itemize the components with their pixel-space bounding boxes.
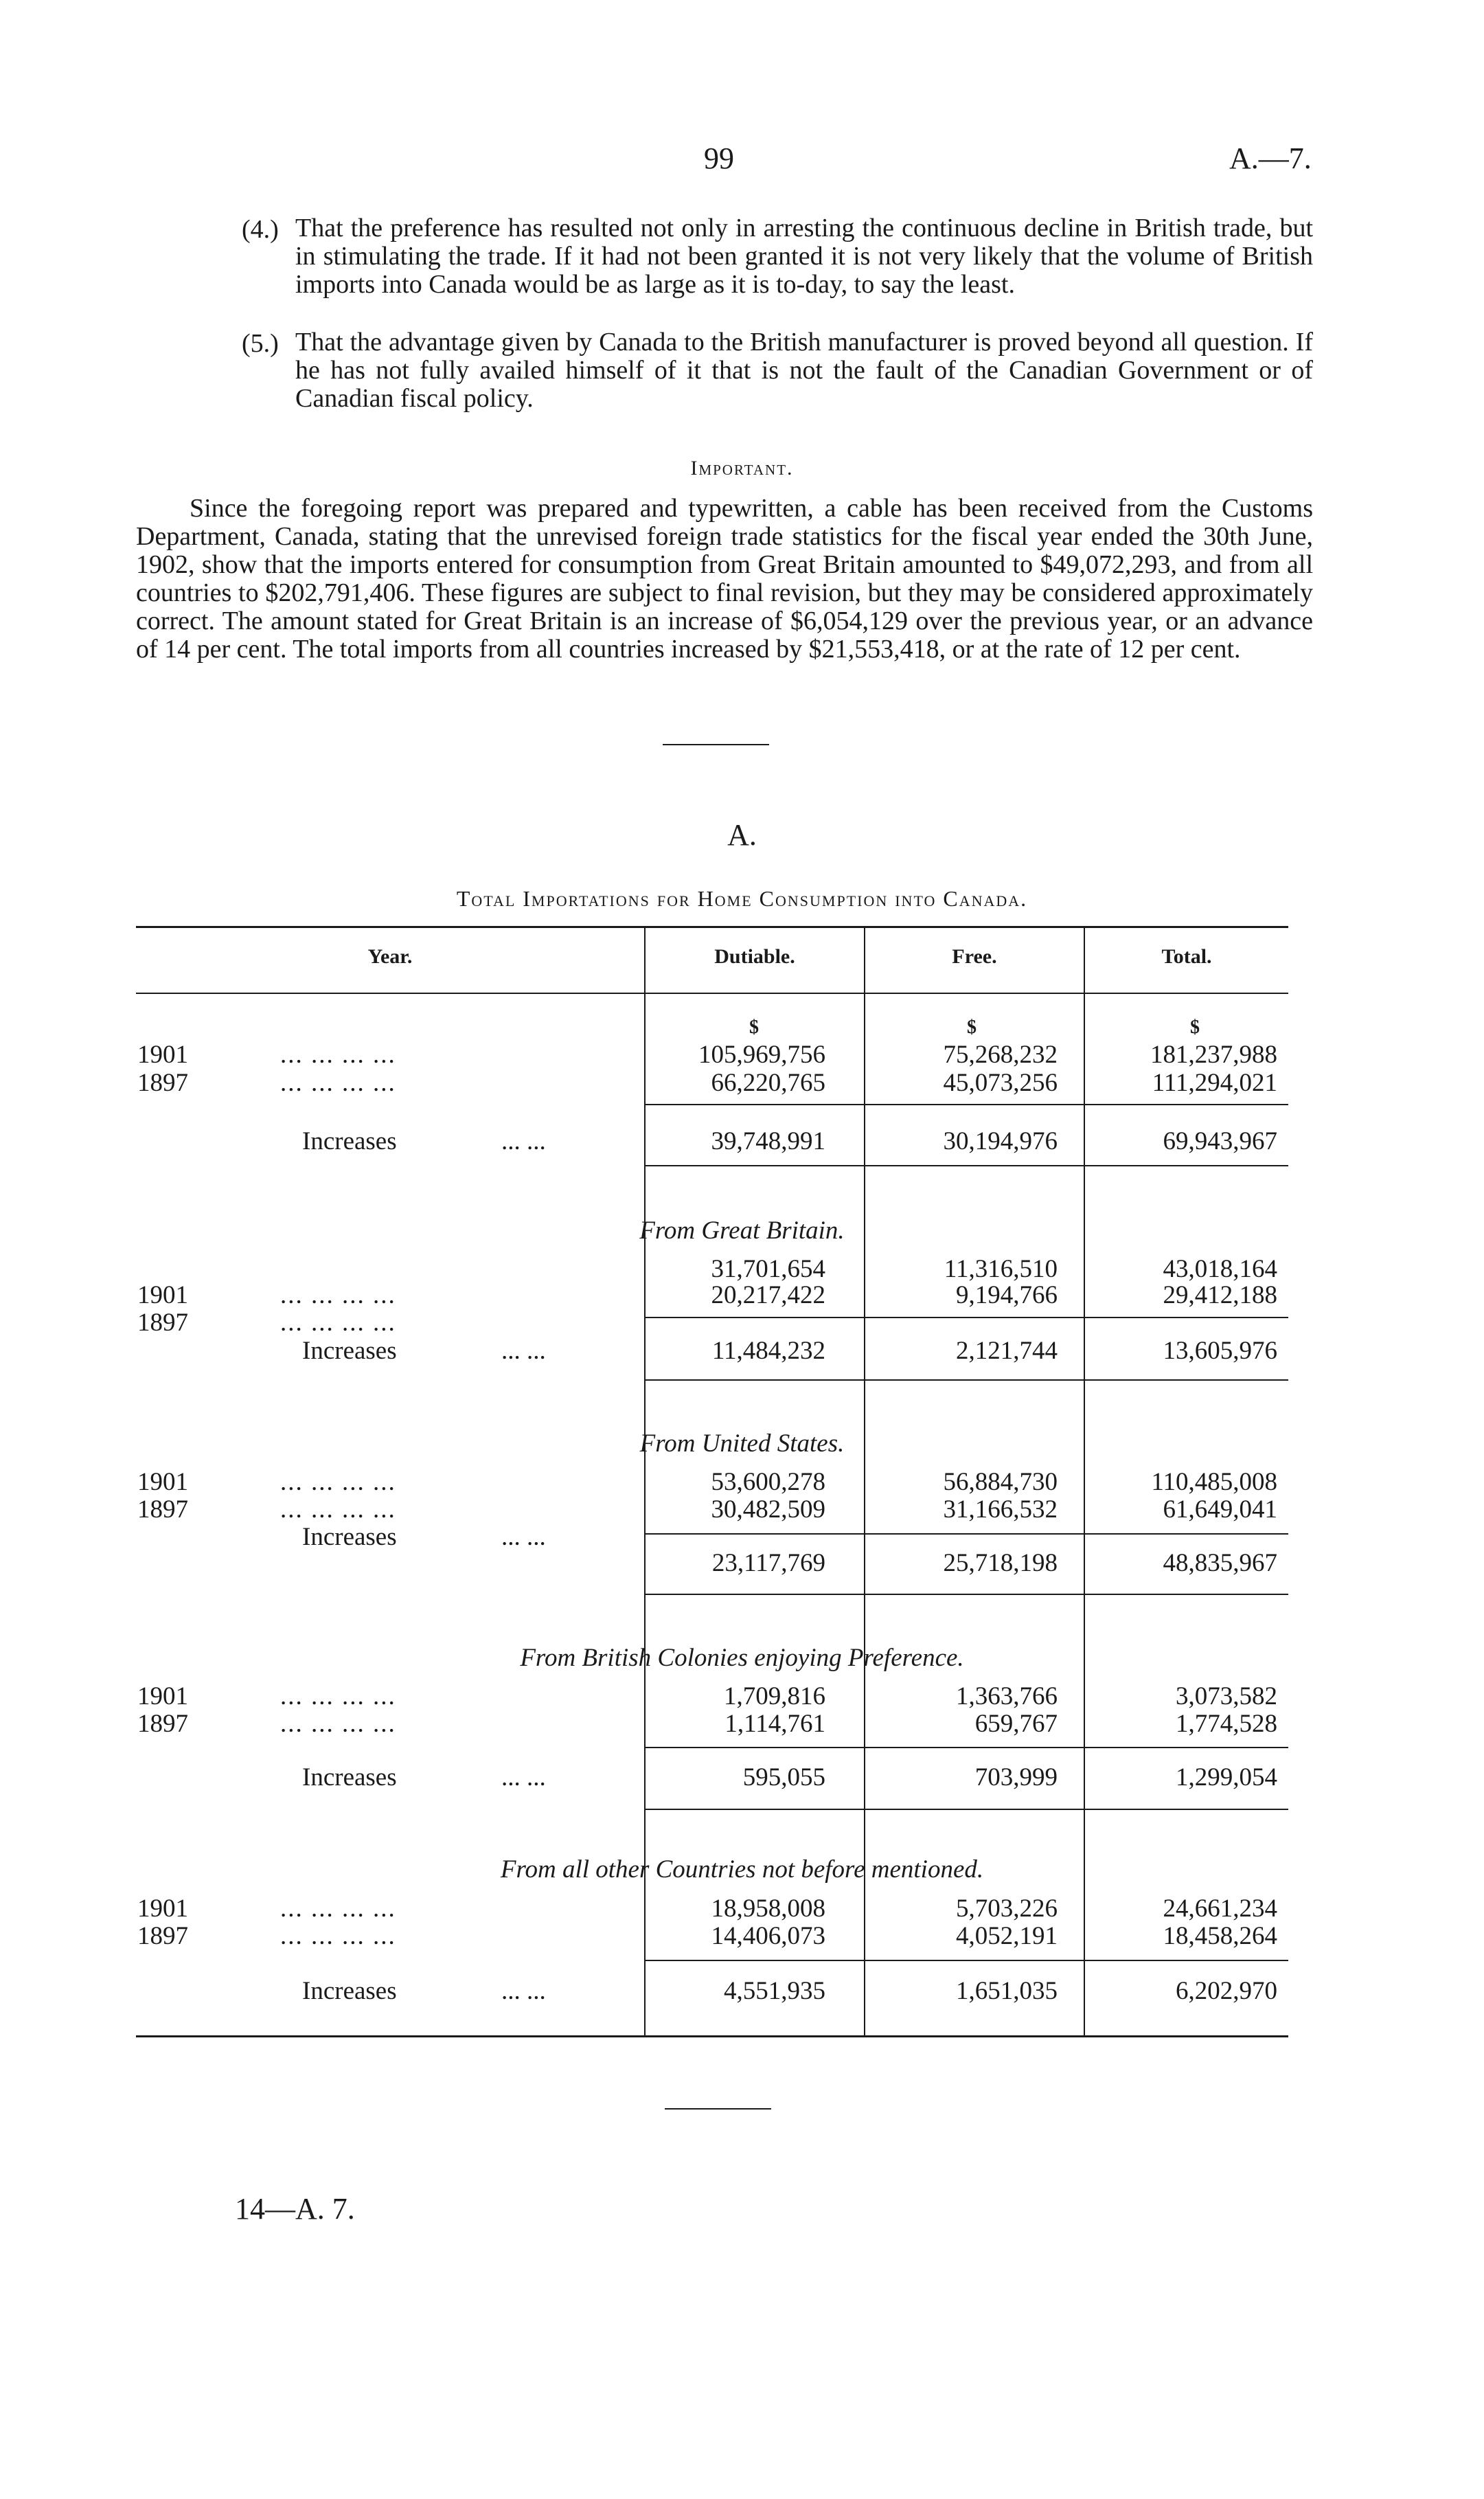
- cell-free: 5,703,226: [956, 1895, 1058, 1923]
- cell-total-increase: 69,943,967: [1163, 1127, 1277, 1155]
- cell-total-increase: 1,299,054: [1176, 1763, 1277, 1791]
- point-5-text: That the advantage given by Canada to the British manufacturer is proved beyond all question. If he has not fully availed himself of it that is not the fault of the Canadian Government or of Canadian fiscal policy.: [295, 328, 1313, 413]
- leader-dots: ... ...: [501, 1763, 546, 1791]
- section-title: From United States.: [639, 1429, 845, 1458]
- cell-dutiable: 105,969,756: [698, 1041, 825, 1069]
- year-label: 1897: [137, 1309, 188, 1337]
- cell-total: 43,018,164: [1163, 1255, 1277, 1283]
- cell-free: 659,767: [974, 1710, 1058, 1738]
- cell-free-increase: 703,999: [974, 1763, 1058, 1791]
- section-divider: [663, 744, 769, 745]
- cell-total: 1,774,528: [1176, 1710, 1277, 1738]
- year-label: 1901: [137, 1895, 188, 1923]
- cell-total-increase: 13,605,976: [1163, 1337, 1277, 1365]
- cell-dutiable-increase: 23,117,769: [711, 1549, 825, 1577]
- cell-free-increase: 1,651,035: [956, 1977, 1058, 2005]
- cell-total: 110,485,008: [1151, 1468, 1277, 1496]
- leader-dots: ... ...: [501, 1127, 546, 1155]
- table-top-rule: [136, 926, 1288, 928]
- leader-dots: ... ... ... ...: [280, 1468, 396, 1496]
- year-label: 1897: [137, 1069, 188, 1097]
- cell-dutiable: 31,701,654: [711, 1255, 825, 1283]
- section-rule: [646, 1165, 1288, 1166]
- series-label: A.—7.: [1229, 142, 1312, 175]
- cell-dutiable: 1,709,816: [724, 1682, 825, 1710]
- leader-dots: ... ... ... ...: [280, 1895, 396, 1923]
- section-rule: [646, 1379, 1288, 1381]
- cell-dutiable: 1,114,761: [724, 1710, 825, 1738]
- important-heading: Important.: [690, 457, 794, 479]
- cell-free: 45,073,256: [943, 1069, 1058, 1097]
- leader-dots: ... ... ... ...: [280, 1922, 396, 1950]
- cell-dutiable: 66,220,765: [711, 1069, 825, 1097]
- page-number: 99: [704, 142, 734, 175]
- cell-total-increase: 6,202,970: [1176, 1977, 1277, 2005]
- increases-label: Increases: [302, 1337, 397, 1365]
- table-letter: A.: [727, 818, 757, 852]
- cell-dutiable: 14,406,073: [711, 1922, 825, 1950]
- cell-free: 11,316,510: [944, 1255, 1058, 1283]
- cell-dutiable-increase: 39,748,991: [711, 1127, 825, 1155]
- cell-total: 111,294,021: [1152, 1069, 1277, 1097]
- year-label: 1901: [137, 1041, 188, 1069]
- leader-dots: ... ... ... ...: [280, 1495, 396, 1524]
- section-rule: [646, 1809, 1288, 1810]
- table-title: Total Importations for Home Consumption into Canada.: [456, 886, 1028, 911]
- cell-free: 9,194,766: [956, 1281, 1058, 1309]
- cell-free-increase: 30,194,976: [943, 1127, 1058, 1155]
- leader-dots: ... ... ... ...: [280, 1281, 396, 1309]
- cell-free: 56,884,730: [943, 1468, 1058, 1496]
- cell-dutiable-increase: 11,484,232: [711, 1337, 825, 1365]
- leader-dots: ... ... ... ...: [280, 1710, 396, 1738]
- table-bottom-rule: [136, 2035, 1288, 2037]
- increases-label: Increases: [302, 1763, 397, 1791]
- cell-total: 181,237,988: [1150, 1041, 1277, 1069]
- currency-marker: $: [967, 1017, 977, 1038]
- leader-dots: ... ... ... ...: [280, 1309, 396, 1337]
- leader-dots: ... ...: [501, 1337, 546, 1365]
- cell-dutiable: 30,482,509: [711, 1495, 825, 1524]
- increases-label: Increases: [302, 1977, 397, 2005]
- table-header-rule: [136, 993, 1288, 994]
- column-header-free: Free.: [952, 945, 997, 968]
- leader-dots: ... ... ... ...: [280, 1069, 396, 1097]
- subtotal-rule: [646, 1960, 1288, 1961]
- important-paragraph: Since the foregoing report was prepared and typewritten, a cable has been received from the Customs Department, Canada, stating that the unrevised foreign trade statistics for the fiscal year ended the 30th June, 1902, show that the imports entered for consumption from Great Britain amounted to $49,072,293, and from all countries to $202,791,406. These figures are subject to final revision, but they may be considered approximately correct. The amount stated for Great Britain is an increase of $6,054,129 over the previous year, or an advance of 14 per cent. The total imports from all countries increased by $21,553,418, or at the rate of 12 per cent.: [136, 494, 1313, 664]
- cell-dutiable: 18,958,008: [711, 1895, 825, 1923]
- year-label: 1897: [137, 1495, 188, 1524]
- leader-dots: ... ...: [501, 1977, 546, 2005]
- section-title: From British Colonies enjoying Preference.: [520, 1644, 964, 1672]
- column-header-year: Year.: [367, 945, 413, 968]
- increases-label: Increases: [302, 1523, 397, 1551]
- subtotal-rule: [646, 1104, 1288, 1105]
- increases-label: Increases: [302, 1127, 397, 1155]
- currency-marker: $: [749, 1017, 759, 1038]
- cell-free-increase: 25,718,198: [943, 1549, 1058, 1577]
- year-label: 1901: [137, 1468, 188, 1496]
- cell-dutiable-increase: 595,055: [742, 1763, 825, 1791]
- cell-free: 75,268,232: [943, 1041, 1058, 1069]
- cell-free: 1,363,766: [956, 1682, 1058, 1710]
- cell-dutiable: 20,217,422: [711, 1281, 825, 1309]
- year-label: 1901: [137, 1281, 188, 1309]
- subtotal-rule: [646, 1747, 1288, 1748]
- year-label: 1897: [137, 1710, 188, 1738]
- cell-total: 29,412,188: [1163, 1281, 1277, 1309]
- footer-signature: 14—A. 7.: [235, 2192, 355, 2226]
- year-label: 1897: [137, 1922, 188, 1950]
- column-header-dutiable: Dutiable.: [714, 945, 795, 968]
- point-4-text: That the preference has resulted not only in arresting the continuous decline in British trade, but in stimulating the trade. If it had not been granted it is not very likely that the volume of British imports into Canada would be as large as it is to-day, to say the least.: [295, 214, 1313, 299]
- cell-free-increase: 2,121,744: [956, 1337, 1058, 1365]
- cell-total-increase: 48,835,967: [1163, 1549, 1277, 1577]
- cell-free: 4,052,191: [956, 1922, 1058, 1950]
- subtotal-rule: [646, 1533, 1288, 1535]
- column-header-total: Total.: [1161, 945, 1212, 968]
- cell-free: 31,166,532: [943, 1495, 1058, 1524]
- year-label: 1901: [137, 1682, 188, 1710]
- cell-total: 24,661,234: [1163, 1895, 1277, 1923]
- leader-dots: ... ... ... ...: [280, 1041, 396, 1069]
- cell-total: 61,649,041: [1163, 1495, 1277, 1524]
- section-title: From all other Countries not before mentioned.: [500, 1855, 984, 1884]
- footer-divider: [665, 2108, 771, 2110]
- section-title: From Great Britain.: [639, 1217, 845, 1245]
- point-5-label: (5.): [242, 329, 279, 358]
- leader-dots: ... ...: [501, 1523, 546, 1551]
- point-4-label: (4.): [242, 215, 279, 244]
- section-rule: [646, 1594, 1288, 1595]
- subtotal-rule: [646, 1317, 1288, 1318]
- cell-total: 3,073,582: [1176, 1682, 1277, 1710]
- cell-dutiable-increase: 4,551,935: [724, 1977, 825, 2005]
- currency-marker: $: [1190, 1017, 1200, 1038]
- cell-dutiable: 53,600,278: [711, 1468, 825, 1496]
- leader-dots: ... ... ... ...: [280, 1682, 396, 1710]
- cell-total: 18,458,264: [1163, 1922, 1277, 1950]
